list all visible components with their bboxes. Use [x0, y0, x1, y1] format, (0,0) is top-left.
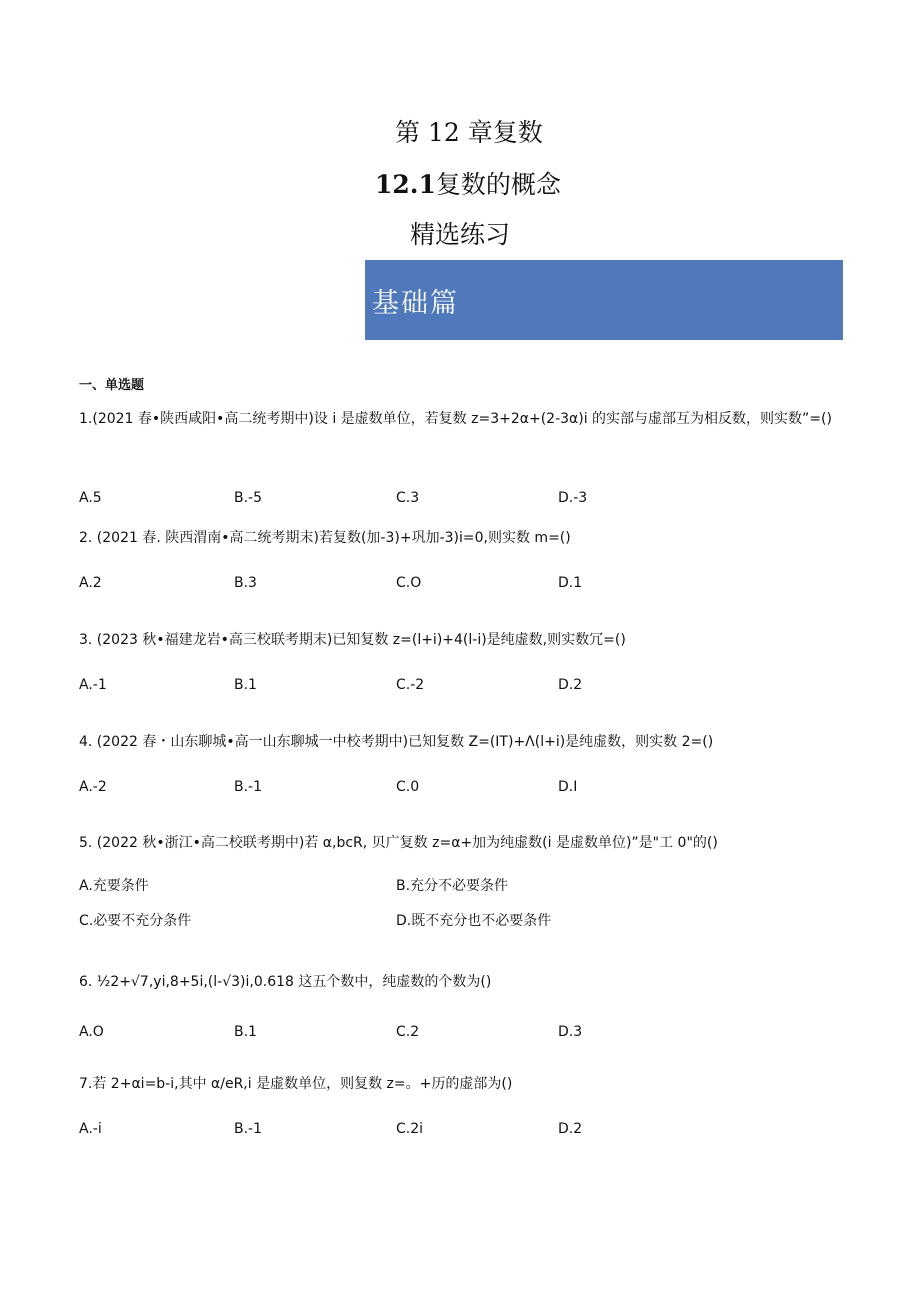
question-2: 2. (2021 春. 陕西渭南•高二统考期末)若复数(加-3)+巩加-3)i=0,则实数 m=(): [79, 530, 571, 546]
level-banner: [365, 260, 843, 340]
q5-option-b: B.充分不必要条件: [396, 878, 509, 894]
q4-option-c: C.0: [396, 779, 420, 795]
q7-option-a: A.-i: [79, 1121, 102, 1137]
q7-option-c: C.2i: [396, 1121, 424, 1137]
q6-option-a: A.O: [79, 1024, 104, 1040]
q5-option-d: D.既不充分也不必要条件: [396, 913, 552, 929]
section-name: 复数的概念: [435, 170, 561, 199]
section-number: 12.1: [375, 170, 436, 199]
q5-option-a: A.充要条件: [79, 878, 149, 894]
q6-option-c: C.2: [396, 1024, 420, 1040]
section-title: [375, 165, 561, 201]
q5-option-c: C.必要不充分条件: [79, 913, 192, 929]
q1-option-a: A.5: [79, 490, 102, 506]
q4-option-a: A.-2: [79, 779, 107, 795]
q7-option-d: D.2: [558, 1121, 583, 1137]
chapter-title: 第 12 章复数: [395, 118, 543, 147]
q2-option-a: A.2: [79, 575, 102, 591]
q6-option-b: B.1: [234, 1024, 257, 1040]
q2-option-b: B.3: [234, 575, 257, 591]
question-6: 6. ½2+√7,yi,8+5i,(l-√3)i,0.618 这五个数中，纯虚数的个数为(): [79, 974, 492, 990]
q1-option-c: C.3: [396, 490, 420, 506]
q1-option-d: D.-3: [558, 490, 588, 506]
q3-option-c: C.-2: [396, 677, 425, 693]
q3-option-b: B.1: [234, 677, 257, 693]
q2-option-c: C.O: [396, 575, 422, 591]
banner-text: 基础篇: [372, 288, 459, 319]
q6-option-d: D.3: [558, 1024, 583, 1040]
question-4: 4. (2022 春・山东聊城•高一山东聊城一中校考期中)已知复数 Z=(IT)+Λ(l+i)是纯虚数，则实数 2=(): [79, 734, 714, 750]
question-1: 1.(2021 春•陕西咸阳•高二统考期中)设 i 是虚数单位，若复数 z=3+2α+(2-3α)i 的实部与虚部互为相反数，则实数”=(): [79, 411, 832, 427]
question-3: 3. (2023 秋•福建龙岩•高三校联考期末)已知复数 z=(l+i)+4(l-i)是纯虚数,则实数冗=(): [79, 632, 626, 648]
q2-option-d: D.1: [558, 575, 583, 591]
section-heading: 一、单选题: [79, 378, 145, 393]
q3-option-a: A.-1: [79, 677, 107, 693]
q4-option-d: D.I: [558, 779, 578, 795]
question-7: 7.若 2+αi=b-i,其中 α/eR,i 是虚数单位，则复数 z=。+历的虚部为(): [79, 1076, 513, 1092]
q1-option-b: B.-5: [234, 490, 263, 506]
q7-option-b: B.-1: [234, 1121, 263, 1137]
q4-option-b: B.-1: [234, 779, 263, 795]
question-5: 5. (2022 秋•浙江•高二校联考期中)若 α,bcR, 贝广复数 z=α+加为纯虚数(i 是虚数单位)”是"工 0"的(): [79, 835, 718, 851]
subtitle: 精选练习: [410, 220, 511, 249]
q3-option-d: D.2: [558, 677, 583, 693]
